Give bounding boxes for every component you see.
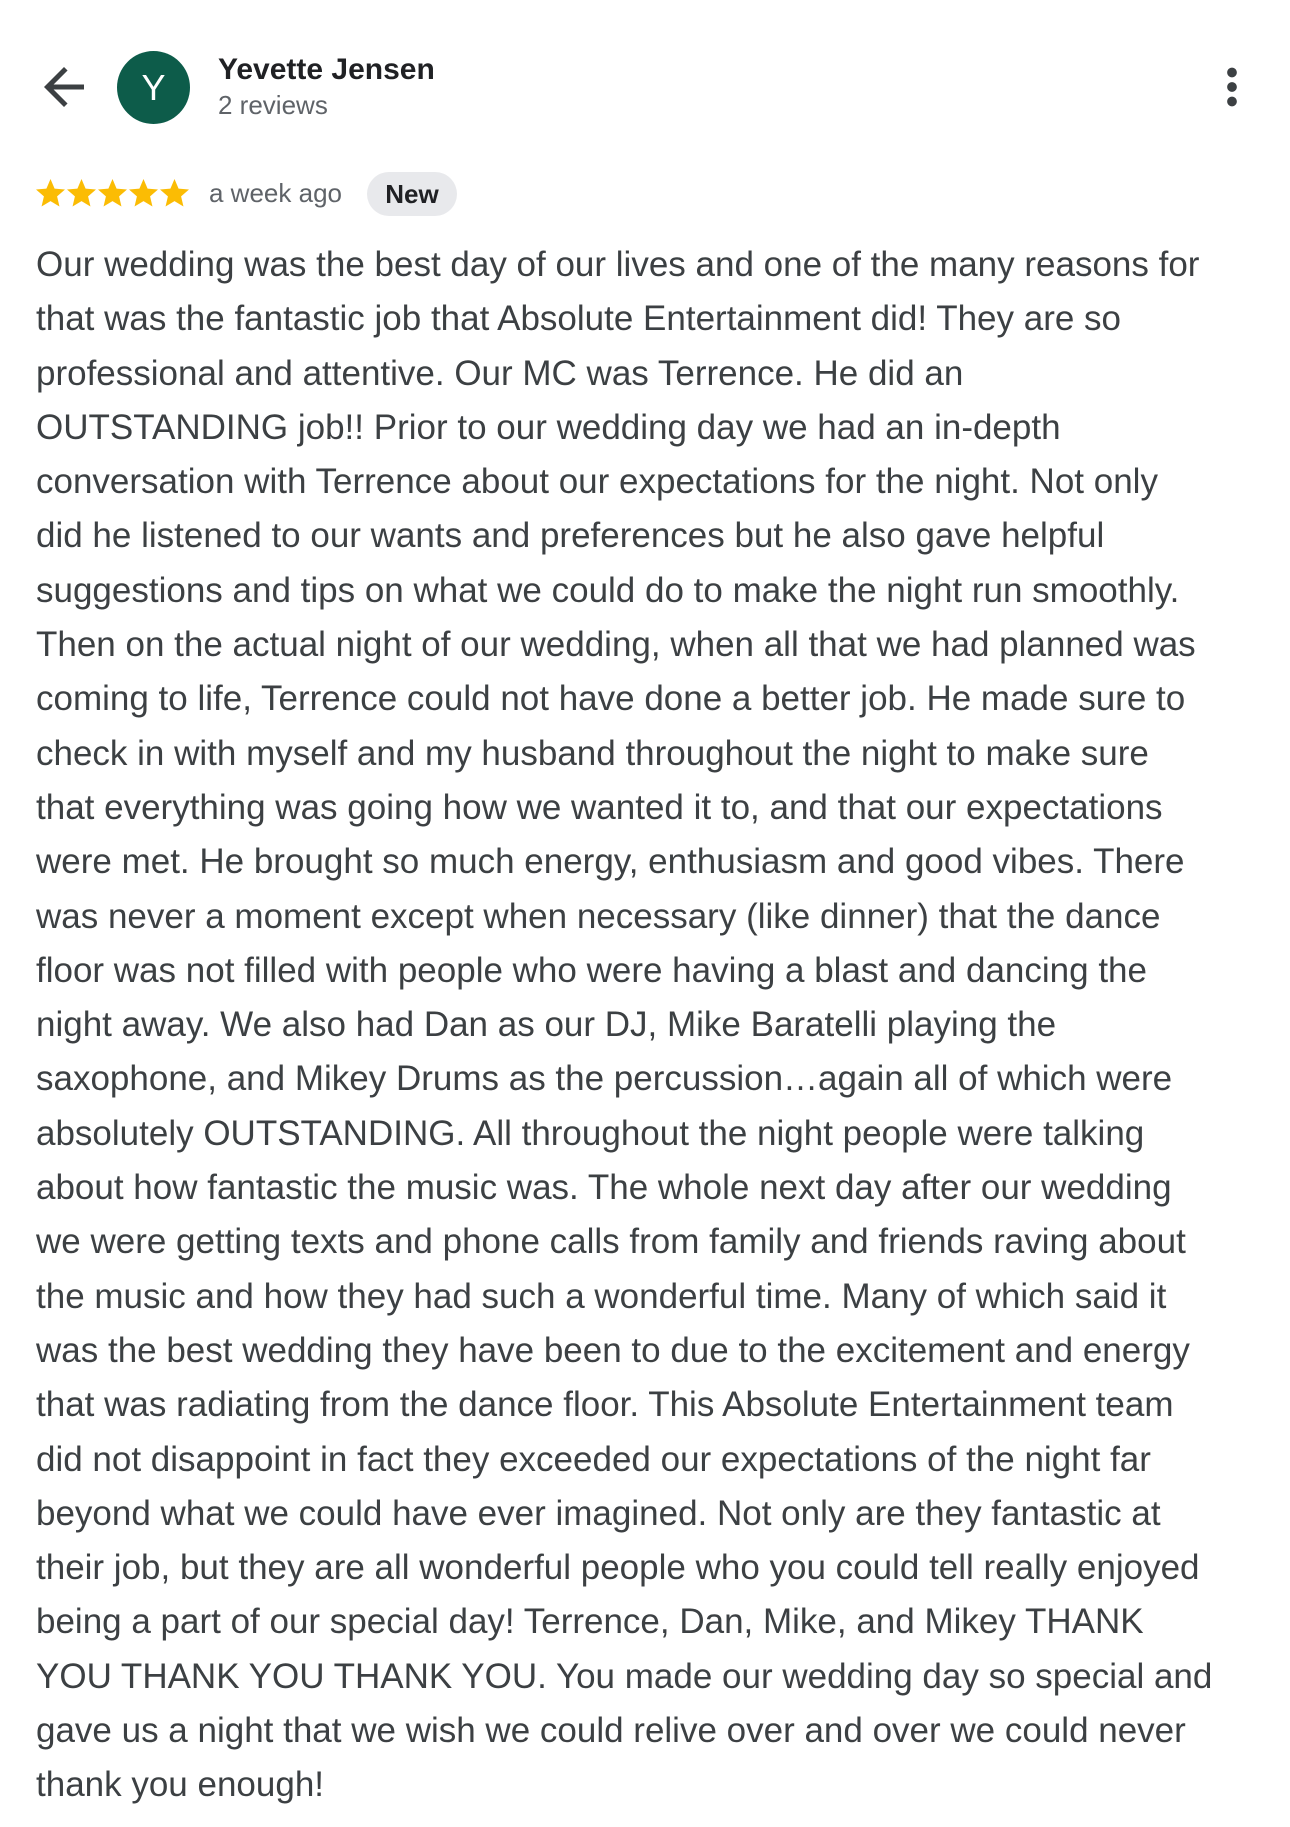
star-rating — [36, 179, 189, 208]
review-text-line: gave us a night that we wish we could relive over and over we could never — [36, 1711, 1186, 1751]
star-icon — [36, 179, 65, 208]
review-text-line: we were getting texts and phone calls from family and friends raving about — [36, 1222, 1186, 1262]
reviewer-name[interactable]: Yevette Jensen — [218, 53, 435, 86]
review-text — [36, 238, 1266, 1813]
review-text-line: saxophone, and Mikey Drums as the percussion…again all of which were — [36, 1059, 1173, 1099]
review-text-line: about how fantastic the music was. The whole next day after our wedding — [36, 1168, 1172, 1208]
review-date: a week ago — [209, 178, 342, 208]
review-text-line: did not disappoint in fact they exceeded our expectations of the night far — [36, 1439, 1151, 1479]
star-icon — [160, 179, 189, 208]
star-icon — [67, 179, 96, 208]
review-text-line: absolutely OUTSTANDING. All throughout the night people were talking — [36, 1113, 1145, 1153]
review-text-line: thank you enough! — [36, 1765, 325, 1805]
review-count: 2 reviews — [218, 90, 328, 120]
review-text-line: did he listened to our wants and preferences but he also gave helpful — [36, 516, 1105, 556]
review-text-line: that was radiating from the dance floor. This Absolute Entertainment team — [36, 1385, 1174, 1425]
review-text-line: night away. We also had Dan as our DJ, Mike Baratelli playing the — [36, 1005, 1057, 1045]
more-vert-icon — [1203, 58, 1261, 116]
review-text-line: suggestions and tips on what we could do to make the night run smoothly. — [36, 570, 1180, 610]
review-text-line: beyond what we could have ever imagined. Not only are they fantastic at — [36, 1493, 1161, 1533]
review-text-line: YOU THANK YOU THANK YOU. You made our wedding day so special and — [36, 1656, 1213, 1696]
arrow-back-icon — [34, 57, 94, 117]
review-text-line: the music and how they had such a wonderful time. Many of which said it — [36, 1276, 1167, 1316]
avatar[interactable] — [117, 51, 190, 124]
back-button[interactable] — [34, 57, 94, 117]
review-text-line: OUTSTANDING job!! Prior to our wedding day we had an in-depth — [36, 407, 1061, 447]
star-icon — [129, 179, 158, 208]
review-text-line: that everything was going how we wanted it to, and that our expectations — [36, 787, 1163, 827]
review-text-line: that was the fantastic job that Absolute Entertainment did! They are so — [36, 299, 1121, 339]
new-badge: New — [367, 172, 457, 216]
review-text-line: Our wedding was the best day of our lives and one of the many reasons for — [36, 245, 1200, 284]
review-text-line: being a part of our special day! Terrence, Dan, Mike, and Mikey THANK — [36, 1602, 1144, 1642]
review-text-line: check in with myself and my husband throughout the night to make sure — [36, 733, 1149, 773]
review-text-line: coming to life, Terrence could not have done a better job. He made sure to — [36, 679, 1186, 719]
review-text-line: was the best wedding they have been to due to the excitement and energy — [36, 1330, 1190, 1370]
avatar-initial: Y — [141, 66, 166, 108]
review-text-line: professional and attentive. Our MC was Terrence. He did an — [36, 353, 964, 393]
review-text-line: were met. He brought so much energy, enthusiasm and good vibes. There — [36, 842, 1185, 882]
review-text-line: Then on the actual night of our wedding, when all that we had planned was — [36, 625, 1196, 665]
more-options-button[interactable] — [1203, 58, 1261, 116]
review-text-line: floor was not filled with people who were having a blast and dancing the — [36, 950, 1147, 990]
review-text-line: was never a moment except when necessary (like dinner) that the dance — [36, 896, 1161, 936]
review-text-line: conversation with Terrence about our expectations for the night. Not only — [36, 462, 1158, 502]
review-text-line: their job, but they are all wonderful people who you could tell really enjoyed — [36, 1548, 1200, 1588]
star-icon — [98, 179, 127, 208]
